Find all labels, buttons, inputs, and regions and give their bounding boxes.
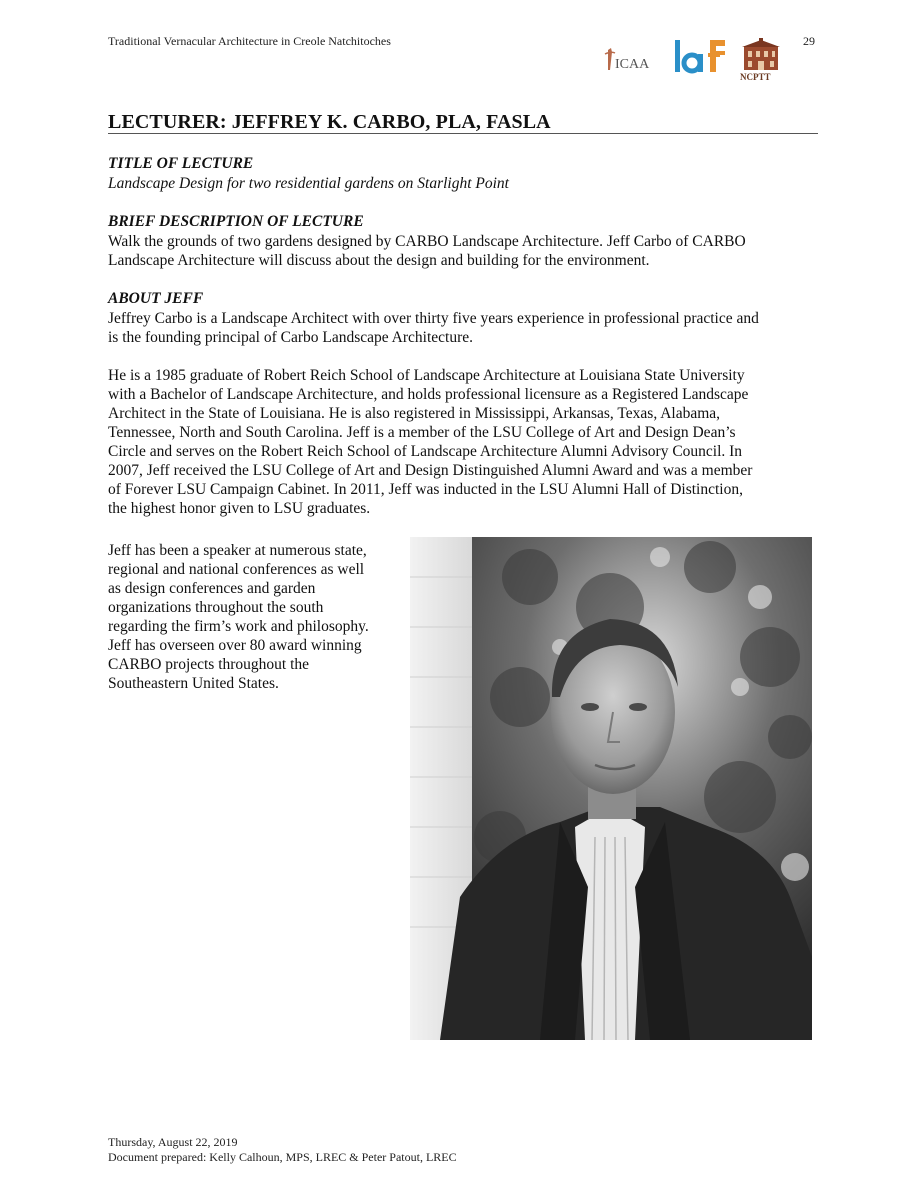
paragraph-line: the highest honor given to LSU graduates. [108,500,371,517]
svg-text:NCPTT: NCPTT [740,72,771,82]
about-heading: ABOUT JEFF [108,290,204,307]
paragraph-line: Circle and serves on the Robert Reich School of Landscape Architecture Alumni Advisory Council. In [108,443,743,460]
paragraph-line: Jeff has overseen over 80 award winning [108,637,362,654]
ncptt-logo [738,38,784,82]
page-number: 29 [803,34,815,48]
about-paragraph-2 [108,366,820,518]
footer-prepared-by: Document prepared: Kelly Calhoun, MPS, LREC & Peter Patout, LREC [108,1150,457,1164]
footer-date: Thursday, August 22, 2019 [108,1135,238,1149]
paragraph-line: Southeastern United States. [108,675,279,692]
paragraph-line: 2007, Jeff received the LSU College of Art and Design Distinguished Alumni Award and was a member [108,462,753,479]
heading-rule [108,133,818,134]
partner-logos [602,38,792,80]
lecturer-heading: LECTURER: JEFFREY K. CARBO, PLA, FASLA [108,111,551,133]
icaa-logo [602,46,660,74]
paragraph-line: with a Bachelor of Landscape Architecture, and holds professional licensure as a Registered Landscape [108,386,749,403]
description-heading: BRIEF DESCRIPTION OF LECTURE [108,213,364,230]
about-paragraph-3 [108,541,398,693]
svg-text:ICAA: ICAA [615,57,650,72]
paragraph-line: as design conferences and garden [108,580,316,597]
description-text [108,232,820,270]
lecture-title: Landscape Design for two residential gardens on Starlight Point [108,175,509,192]
paragraph-line: of Forever LSU Campaign Cabinet. In 2011, Jeff was inducted in the LSU Alumni Hall of Distinction, [108,481,743,498]
paragraph-line: Tennessee, North and South Carolina. Jeff is a member of the LSU College of Art and Design Dean’s [108,424,736,441]
description-line: Walk the grounds of two gardens designed by CARBO Landscape Architecture. Jeff Carbo of CARBO [108,233,746,250]
paragraph-line: Jeff has been a speaker at numerous state, [108,542,367,559]
running-title: Traditional Vernacular Architecture in Creole Natchitoches [108,34,391,48]
paragraph-line: Architect in the State of Louisiana. He is also registered in Mississippi, Arkansas, Texas, Alabama, [108,405,721,422]
title-heading: TITLE OF LECTURE [108,155,254,172]
laf-logo [672,38,730,76]
paragraph-line: Jeffrey Carbo is a Landscape Architect with over thirty five years experience in professional practice and [108,310,759,327]
description-line: Landscape Architecture will discuss about the design and building for the environment. [108,252,650,269]
paragraph-line: CARBO projects throughout the [108,656,310,673]
paragraph-line: He is a 1985 graduate of Robert Reich School of Landscape Architecture at Louisiana State University [108,367,745,384]
paragraph-line: is the founding principal of Carbo Landscape Architecture. [108,329,473,346]
about-paragraph-1 [108,309,820,347]
lecturer-portrait-photo [410,537,812,1040]
page-footer [108,1135,457,1165]
paragraph-line: organizations throughout the south [108,599,324,616]
paragraph-line: regional and national conferences as well [108,561,365,578]
paragraph-line: regarding the firm’s work and philosophy. [108,618,369,635]
